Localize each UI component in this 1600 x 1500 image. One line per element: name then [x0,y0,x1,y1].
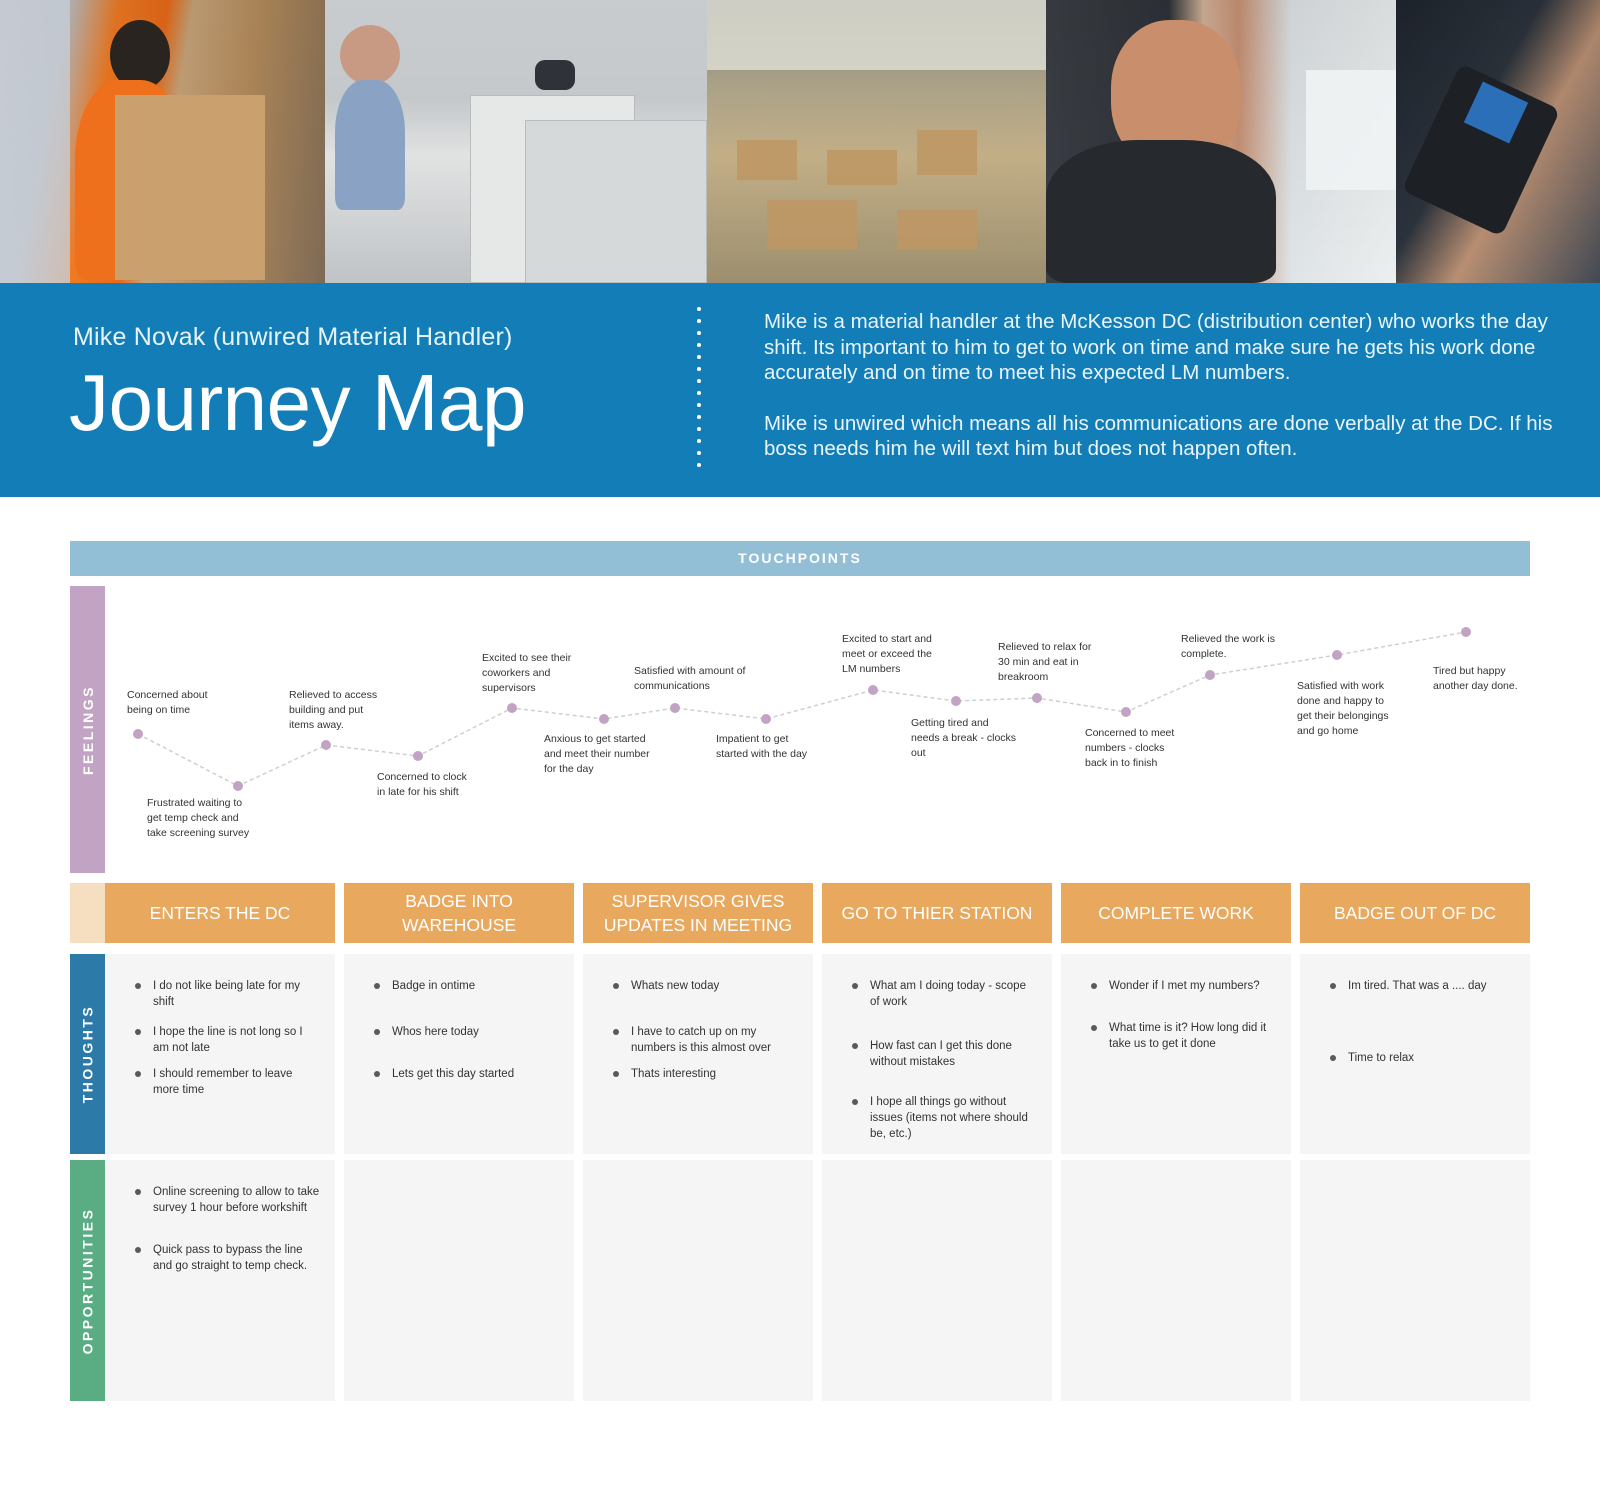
feeling-label: Concerned about being on time [127,689,208,716]
stage-row-cap [70,883,105,943]
feeling-label: Satisfied with amount of communications [634,665,746,692]
thought-item: I hope all things go without issues (items not where should be, etc.) [852,1094,1038,1142]
feeling-label: Impatient to get started with the day [716,733,808,760]
feeling-point [868,685,878,695]
thoughts-cell [1300,954,1530,1154]
header-banner [0,283,1600,497]
description-paragraph: Mike is a material handler at the McKesson DC (distribution center) who works the day shift. Its important to him to get to work on time and make sure he gets his work done accurately and on time to meet his expected LM numbers. [764,310,1548,384]
persona-subtitle: Mike Novak (unwired Material Handler) [73,323,513,351]
thought-item: Whos here today [374,1024,560,1040]
feeling-point [951,696,961,706]
feeling-point [133,729,143,739]
worker-packing-photo [0,0,325,283]
feeling-label: Concerned to meet numbers - clocks back in to finish [1085,727,1175,769]
thoughts-cell [822,954,1052,1154]
thoughts-cell [1061,954,1291,1154]
handheld-scanner-photo [1396,0,1600,283]
stage-header: ENTERS THE DC [105,883,335,943]
thought-item: I do not like being late for my shift [135,978,321,1010]
feeling-point [1032,693,1042,703]
feeling-point [1332,650,1342,660]
opportunities-row-label [70,1160,105,1401]
persona-description [764,309,1564,487]
stage-header: GO TO THIER STATION [822,883,1052,943]
opportunities-cell [1300,1160,1530,1401]
stage-header: COMPLETE WORK [1061,883,1291,943]
feeling-point [413,751,423,761]
thoughts-label-text: THOUGHTS [79,1004,96,1104]
thought-item: How fast can I get this done without mistakes [852,1038,1038,1070]
feeling-point [599,714,609,724]
feeling-label: Relieved the work is complete. [1181,633,1275,660]
thought-item: What am I doing today - scope of work [852,978,1038,1010]
thought-item: What time is it? How long did it take us to get it done [1091,1020,1277,1052]
thought-item: I hope the line is not long so I am not late [135,1024,321,1056]
thought-item: Wonder if I met my numbers? [1091,978,1277,994]
opportunities-cell [105,1160,335,1401]
opportunities-label-text: OPPORTUNITIES [79,1207,96,1354]
photo-strip [0,0,1600,283]
feeling-point [507,703,517,713]
thought-item: Time to relax [1330,1050,1516,1066]
thought-item: Thats interesting [613,1066,799,1082]
feelings-label-text: FEELINGS [79,684,96,775]
stage-header: BADGE OUT OF DC [1300,883,1530,943]
driver-photo [1046,0,1396,283]
feeling-point [233,781,243,791]
feeling-label: Frustrated waiting to get temp check and take screening survey [147,797,250,839]
stage-header: SUPERVISOR GIVES UPDATES IN MEETING [583,883,813,943]
printer-room-photo [325,0,707,283]
thought-item: Im tired. That was a .... day [1330,978,1516,994]
feeling-point [670,703,680,713]
feeling-point [1461,627,1471,637]
warehouse-floor-photo [707,0,1046,283]
feeling-label: Satisfied with work done and happy to get their belongings and go home [1297,680,1389,737]
thought-item: Whats new today [613,978,799,994]
page-title: Journey Map [69,358,526,447]
description-paragraph: Mike is unwired which means all his communications are done verbally at the DC. If his boss needs him he will text him but does not happen often. [764,411,1553,460]
opportunities-cell [1061,1160,1291,1401]
feeling-label: Relieved to access building and put items away. [289,689,378,731]
thought-item: I have to catch up on my numbers is this almost over [613,1024,799,1056]
dotted-divider [697,307,703,467]
feeling-label: Concerned to clock in late for his shift [377,771,467,798]
thoughts-cell [344,954,574,1154]
stage-header: BADGE INTO WAREHOUSE [344,883,574,943]
opportunities-cell [583,1160,813,1401]
thought-item: Lets get this day started [374,1066,560,1082]
feeling-label: Relieved to relax for 30 min and eat in breakroom [998,641,1092,683]
thoughts-row-label [70,954,105,1154]
feeling-label: Excited to see their coworkers and supervisors [482,652,572,694]
feeling-point [321,740,331,750]
opportunities-cell [344,1160,574,1401]
thought-item: Badge in ontime [374,978,560,994]
thoughts-cell [583,954,813,1154]
feeling-label: Excited to start and meet or exceed the LM numbers [842,633,932,675]
opportunity-item: Online screening to allow to take survey 1 hour before workshift [135,1184,321,1216]
thought-item: I should remember to leave more time [135,1066,321,1098]
touchpoints-header: TOUCHPOINTS [70,541,1530,576]
feeling-label: Getting tired and needs a break - clocks out [911,717,1017,759]
feeling-point [761,714,771,724]
feeling-point [1121,707,1131,717]
thoughts-cell [105,954,335,1154]
opportunity-item: Quick pass to bypass the line and go straight to temp check. [135,1242,321,1274]
feeling-label: Tired but happy another day done. [1433,665,1518,692]
opportunities-cell [822,1160,1052,1401]
feeling-point [1205,670,1215,680]
feeling-label: Anxious to get started and meet their number for the day [544,733,650,775]
